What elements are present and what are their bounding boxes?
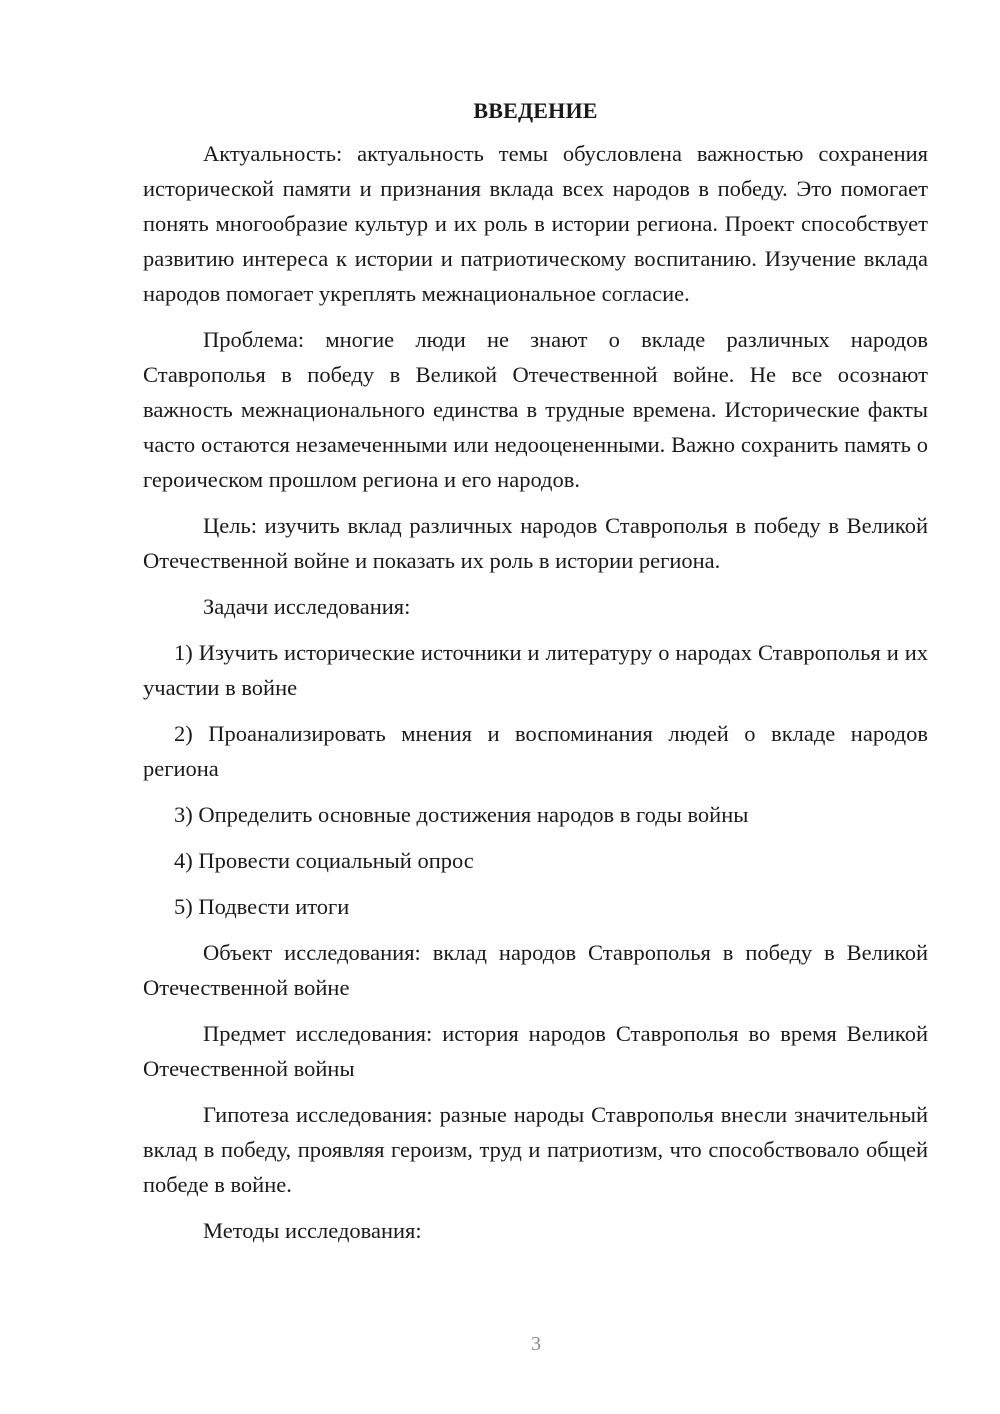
goal-paragraph: Цель: изучить вклад различных народов Ставрополья в победу в Великой Отечественной войне и показать их роль в истории региона. [143, 513, 928, 573]
page-number: 3 [531, 1333, 541, 1355]
subject-paragraph: Предмет исследования: история народов Ставрополья во время Великой Отечественной войны [143, 1021, 928, 1081]
list-item: 2) Проанализировать мнения и воспоминания людей о вкладе народов региона [143, 721, 928, 781]
list-item: 3) Определить основные достижения народов в годы войны [174, 802, 749, 827]
relevance-paragraph: Актуальность: актуальность темы обусловлена важностью сохранения исторической памяти и признания вклада всех народов в победу. Это помогает понять многообразие культур и их роль в истории региона. Проект способствует развитию интереса к истории и патриотическому воспитанию. Изучение вклада народов помогает укреплять межнациональное согласие. [143, 141, 928, 306]
problem-paragraph: Проблема: многие люди не знают о вкладе различных народов Ставрополья в победу в Великой Отечественной войне. Не все осознают важность межнационального единства в трудные времена. Исторические факты часто остаются незамеченными или недооцененными. Важно сохранить память о героическом прошлом региона и его народов. [143, 327, 928, 492]
list-item: 5) Подвести итоги [174, 894, 350, 919]
hypothesis-paragraph: Гипотеза исследования: разные народы Ставрополья внесли значительный вклад в победу, проявляя героизм, труд и патриотизм, что способствовало общей победе в войне. [143, 1102, 928, 1197]
list-item: 4) Провести социальный опрос [174, 848, 474, 873]
page-title: ВВЕДЕНИЕ [473, 98, 598, 123]
object-paragraph: Объект исследования: вклад народов Ставрополья в победу в Великой Отечественной войне [143, 940, 928, 1000]
methods-label: Методы исследования: [203, 1218, 422, 1243]
tasks-list [143, 635, 928, 924]
list-item: 1) Изучить исторические источники и литературу о народах Ставрополья и их участии в войне [143, 640, 928, 700]
document-page [143, 96, 928, 1259]
tasks-label: Задачи исследования: [203, 594, 411, 619]
